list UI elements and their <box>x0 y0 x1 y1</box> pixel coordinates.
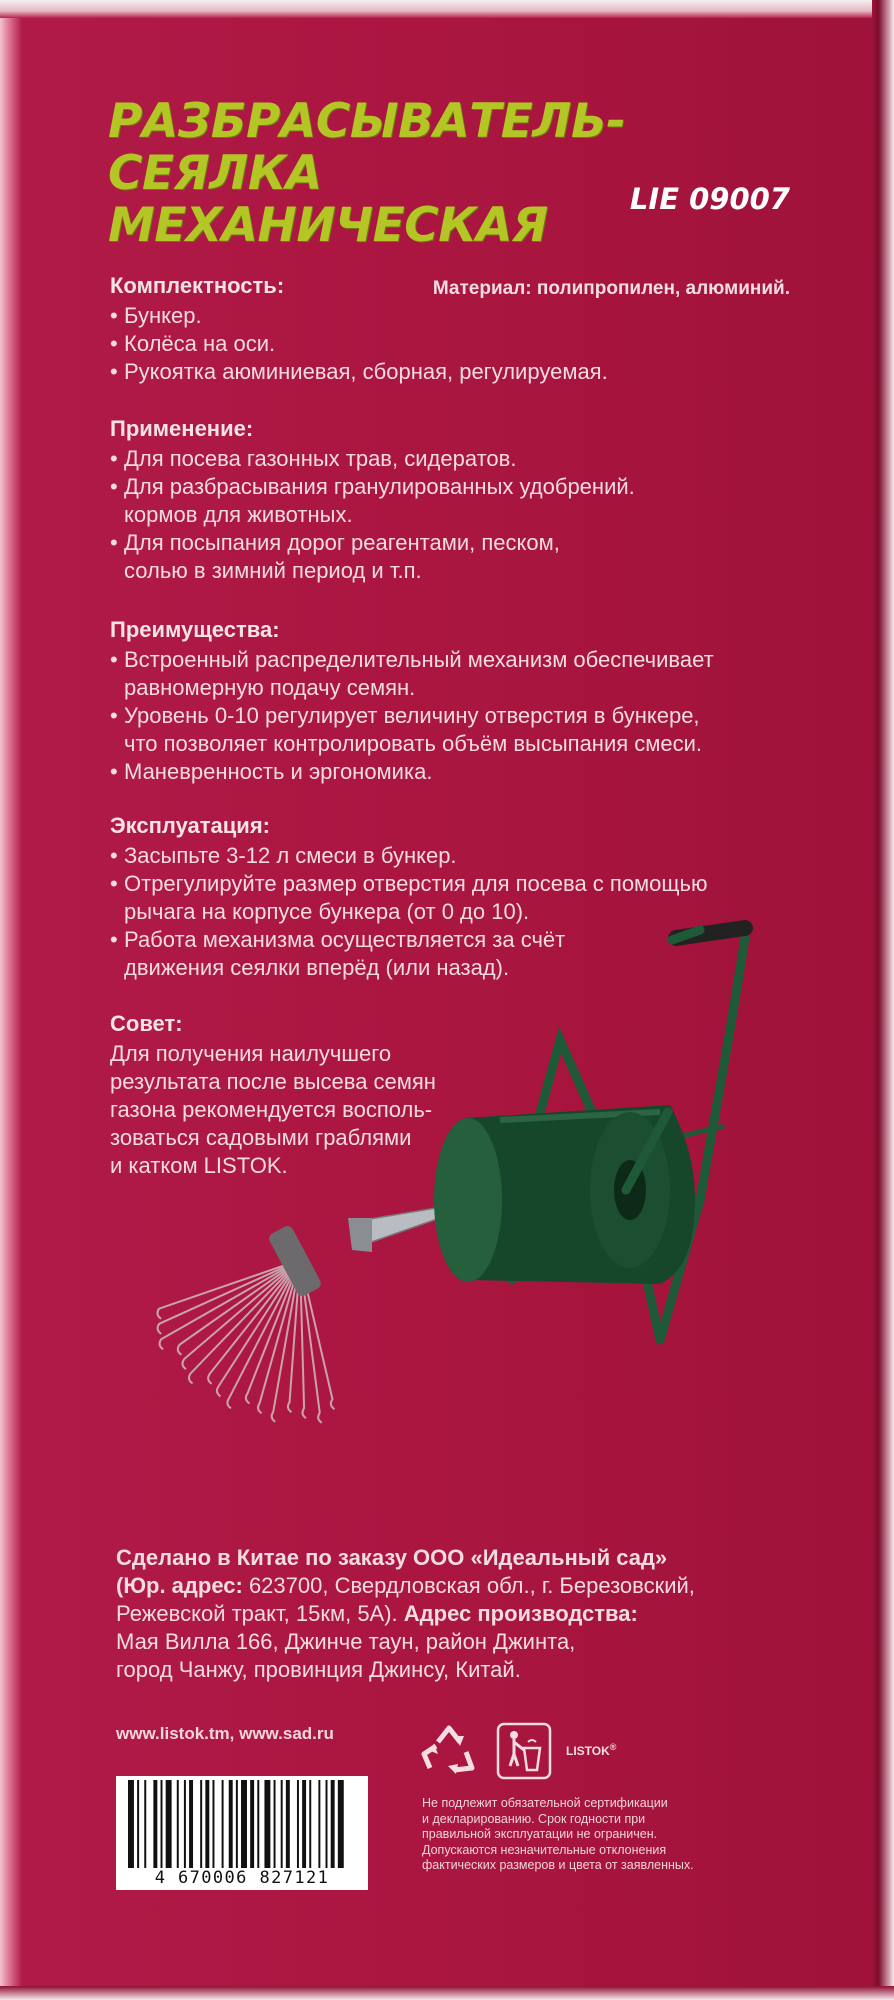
barcode-bar <box>302 1780 306 1868</box>
product-illustration <box>0 900 894 1500</box>
list-item-continuation: солью в зимний период и т.п. <box>124 558 422 583</box>
product-title <box>108 96 808 252</box>
product-title-line2: МЕХАНИЧЕСКАЯ <box>108 198 548 253</box>
rake-tine <box>208 1260 300 1384</box>
barcode-bar <box>137 1780 139 1868</box>
list-item: • Для посыпания дорог реагентами, песком, <box>110 529 750 557</box>
barcode-bar <box>309 1780 311 1868</box>
list-item-continuation: равномерную подачу семян. <box>124 675 416 700</box>
disclaimer-line: правильной эксплуатации не ограничен. <box>422 1827 658 1841</box>
barcode-bar <box>326 1780 328 1868</box>
komplektnost-section <box>110 272 750 386</box>
sovet-heading: Совет: <box>110 1011 183 1036</box>
disclaimer-line: фактических размеров и цвета от заявленных. <box>422 1858 694 1872</box>
legal-address: 623700, Свердловская обл., г. Березовский, <box>242 1573 695 1598</box>
sovet-line: Для получения наилучшего <box>110 1041 392 1066</box>
sovet-line: и катком LISTOK. <box>110 1153 288 1178</box>
production-address-label: Адрес производства: <box>397 1601 638 1626</box>
barcode-bar <box>153 1780 157 1868</box>
primenenie-section <box>110 415 750 585</box>
fan-rake-illustration <box>157 1208 440 1423</box>
barcode-bar <box>212 1780 214 1868</box>
model-number: LIE 09007 <box>629 182 790 216</box>
list-item: • Отрегулируйте размер отверстия для посева с помощью <box>110 870 750 898</box>
list-item: • Рукоятка аюминиевая, сборная, регулируемая. <box>110 358 750 386</box>
tidyman-bin-icon <box>496 1722 552 1780</box>
disclaimer-line: Не подлежит обязательной сертификации <box>422 1796 668 1810</box>
legal-address-label: (Юр. адрес: <box>116 1573 243 1598</box>
production-address: Мая Вилла 166, Джинче таун, район Джинта, <box>116 1629 576 1654</box>
list-item: • Засыпьте 3-12 л смеси в бункер. <box>110 842 750 870</box>
barcode <box>116 1776 368 1890</box>
barcode-digits: 4 670006 827121 <box>154 1868 330 1888</box>
list-item: • Уровень 0-10 регулирует величину отверстия в бункере, <box>110 702 750 730</box>
barcode-bar <box>161 1780 163 1868</box>
list-item-continuation: кормов для животных. <box>124 502 353 527</box>
brand-mark: ® <box>609 1742 617 1752</box>
manufacturer-info <box>116 1544 756 1684</box>
list-item-continuation: движения сеялки вперёд (или назад). <box>124 955 510 980</box>
list-item: • Маневренность и эргономика. <box>110 758 750 786</box>
barcode-bar <box>184 1780 186 1868</box>
list-item: • Встроенный распределительный механизм обеспечивает <box>110 646 750 674</box>
barcode-bar <box>331 1780 335 1868</box>
barcode-bar <box>264 1780 270 1868</box>
barcode-bar <box>250 1780 254 1868</box>
barcode-bar <box>189 1780 193 1868</box>
barcode-bar <box>128 1780 134 1868</box>
brand-logo <box>566 1742 616 1758</box>
list-item-continuation: что позволяет контролировать объём высыпания смеси. <box>124 731 703 756</box>
barcode-bar <box>318 1780 320 1868</box>
production-address-cont: город Чанжу, провинция Джинсу, Китай. <box>116 1657 521 1682</box>
barcode-bar <box>281 1780 283 1868</box>
list-item: • Работа механизма осуществляется за счёт <box>110 926 750 954</box>
sovet-line: зоваться садовыми граблями <box>110 1125 412 1150</box>
barcode-bars <box>116 1780 368 1872</box>
barcode-bar <box>241 1780 247 1868</box>
primenenie-heading: Применение: <box>110 416 254 441</box>
barcode-bar <box>274 1780 276 1868</box>
barcode-bar <box>200 1780 202 1868</box>
barcode-bar <box>338 1780 344 1868</box>
barcode-bar <box>222 1780 224 1868</box>
list-item-continuation: рычага на корпусе бункера (от 0 до 10). <box>124 899 530 924</box>
product-title-line1: РАЗБРАСЫВАТЕЛЬ-СЕЯЛКА <box>108 94 626 201</box>
komplektnost-heading: Комплектность: <box>110 273 285 298</box>
box-edge-top <box>0 0 894 18</box>
barcode-bar <box>286 1780 290 1868</box>
garden-roller-illustration <box>434 928 745 1340</box>
list-item: • Для посева газонных трав, сидератов. <box>110 445 750 473</box>
preimushchestva-heading: Преимущества: <box>110 617 280 642</box>
list-item: • Бункер. <box>110 302 750 330</box>
websites: www.listok.tm, www.sad.ru <box>116 1724 334 1743</box>
made-in-text: Сделано в Китае по заказу ООО «Идеальный сад» <box>116 1545 668 1570</box>
barcode-bar <box>205 1780 209 1868</box>
legal-address-cont: Режевской тракт, 15км, 5А). <box>116 1601 398 1626</box>
disclaimer-line: и декларированию. Срок годности при <box>422 1811 646 1826</box>
sovet-line: результата после высева семян <box>110 1069 436 1094</box>
box-edge-bottom <box>0 1986 894 2000</box>
list-item: • Для разбрасывания гранулированных удобрений. <box>110 473 750 501</box>
ekspluatatsiya-heading: Эксплуатация: <box>110 813 270 838</box>
recycle-icon <box>418 1722 480 1780</box>
disclaimer-line: Допускаются незначительные отклонения <box>422 1842 667 1857</box>
disclaimer <box>422 1796 782 1874</box>
barcode-bar <box>297 1780 299 1868</box>
barcode-bar <box>144 1780 146 1868</box>
barcode-bar <box>177 1780 179 1868</box>
barcode-bar <box>229 1780 233 1868</box>
barcode-bar <box>166 1780 172 1868</box>
list-item: • Колёса на оси. <box>110 330 750 358</box>
material-note: Материал: полипропилен, алюминий. <box>432 278 790 299</box>
brand-name: LISTOK <box>566 1744 610 1758</box>
sovet-line: газона рекомендуется восполь- <box>110 1097 433 1122</box>
barcode-bar <box>236 1780 238 1868</box>
barcode-bar <box>257 1780 259 1868</box>
preimushchestva-section <box>110 616 750 786</box>
